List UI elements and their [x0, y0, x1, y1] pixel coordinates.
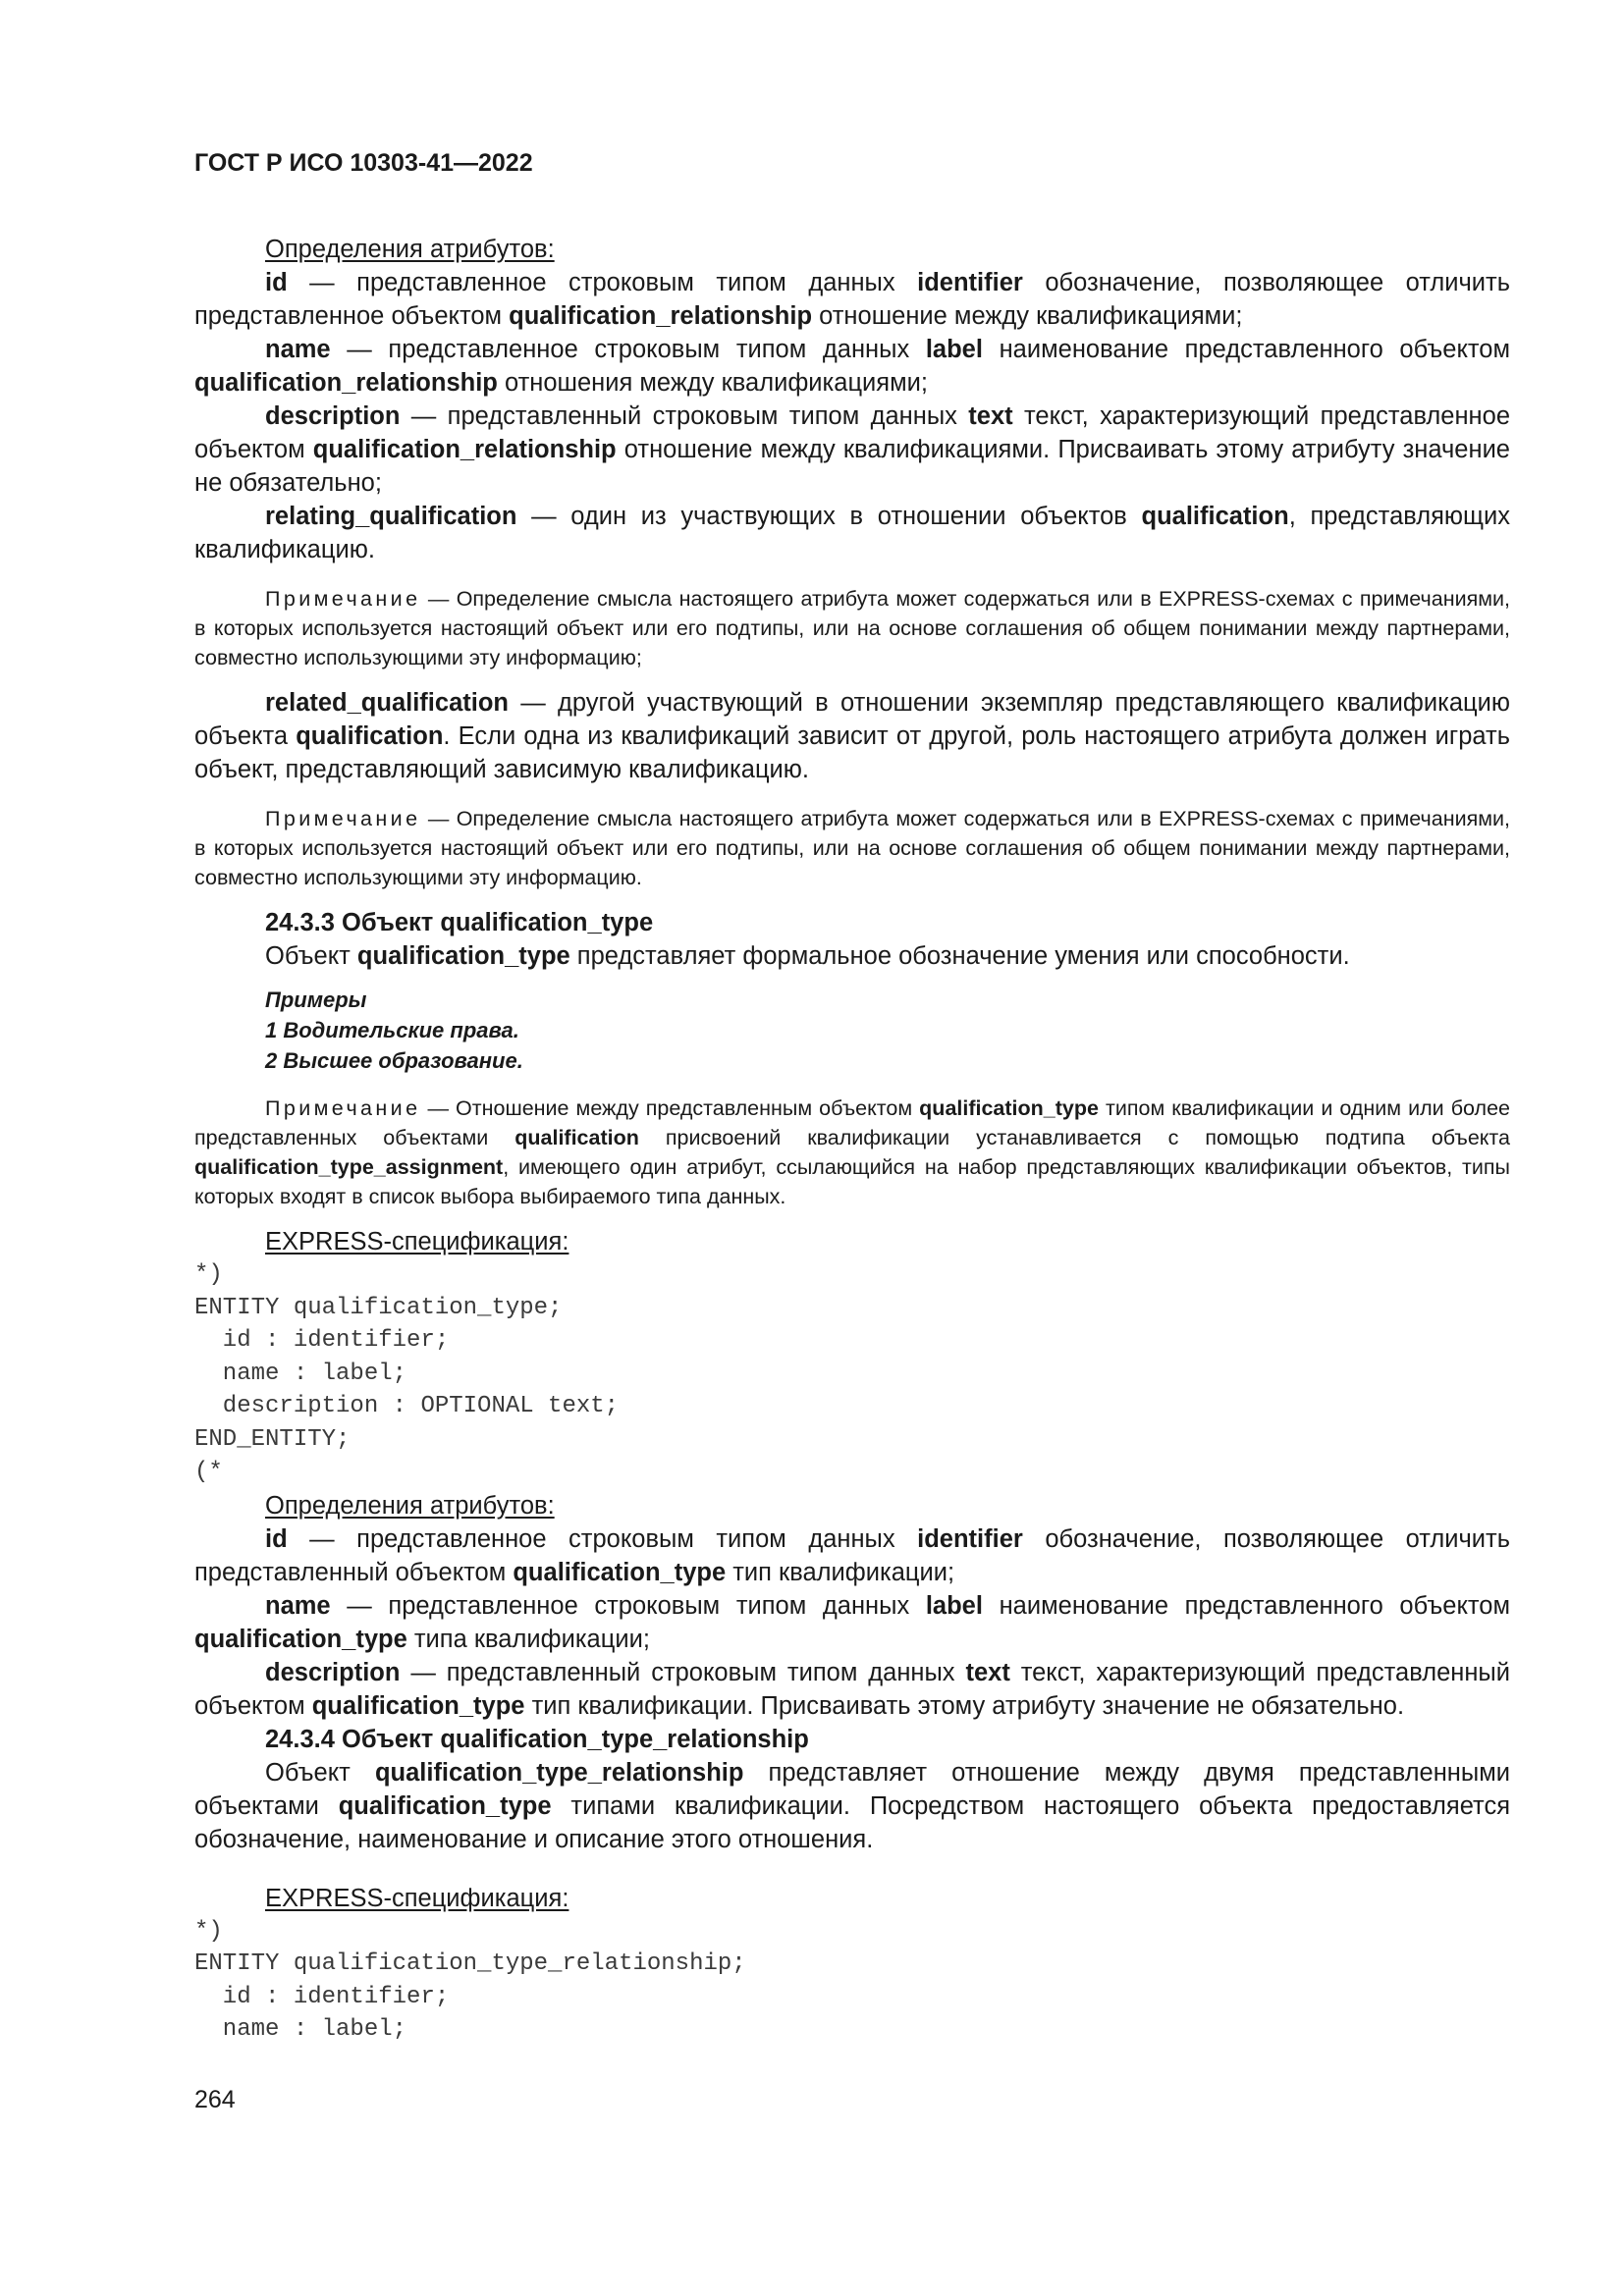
attributes-heading: Определения атрибутов:: [265, 1491, 555, 1520]
example-item: 2 Высшее образование.: [265, 1048, 523, 1073]
attr-related-qualification-definition: related_qualification — другой участвующий в отношении экземпляр представляющего квалификацию объекта qualification. Если одна из квалификаций зависит от другой, роль настоящего атрибута должен играть объект, представляющий зависимую квалификацию.: [194, 689, 1510, 783]
note: Примечание — Определение смысла настоящего атрибута может содержаться или в EXPRESS-схемах с примечаниями, в которых используется настоящий объект или его подтипы, или на основе соглашения об общем понимании между партнерами, совместно использующими эту информацию.: [194, 807, 1510, 889]
section-description: Объект qualification_type_relationship представляет отношение между двумя представленными объектами qualification_type типами квалификации. Посредством настоящего объекта предоставляется обозначение, наименование и описание этого отношения.: [194, 1758, 1511, 1853]
express-code-block: *) ENTITY qualification_type_relationship; id : identifier; name : label;: [194, 1917, 746, 2043]
attr-name-definition: name — представленное строковым типом данных label наименование представленного объектом qualification_type типа квалификации;: [194, 1591, 1511, 1653]
section-title-24-3-3: 24.3.3 Объект qualification_type: [265, 909, 654, 936]
note: Примечание — Определение смысла настоящего атрибута может содержаться или в EXPRESS-схемах с примечаниями, в которых используется настоящий объект или его подтипы, или на основе соглашения об общем понимании между партнерами, совместно использующими эту информацию;: [194, 587, 1510, 669]
express-heading: EXPRESS-спецификация:: [265, 1884, 569, 1912]
attr-id-definition: id — представленное строковым типом данных identifier обозначение, позволяющее отличить представленное объектом qualification_relationship отношение между квалификациями;: [194, 269, 1510, 330]
example-item: 1 Водительские права.: [265, 1018, 519, 1042]
express-heading: EXPRESS-спецификация:: [265, 1228, 569, 1255]
note: Примечание — Отношение между представленным объектом qualification_type типом квалификации и одним или более представленных объектами qualification присвоений квалификации устанавливается с помощью подтипа объекта qualification_type_assignment, имеющего один атрибут, ссылающийся на набор представляющих квалификации объектов, типы которых входят в список выбора выбираемого типа данных.: [194, 1096, 1510, 1208]
attr-id-definition: id — представленное строковым типом данных identifier обозначение, позволяющее отличить представленный объектом qualification_type тип квалификации;: [194, 1524, 1510, 1586]
attributes-heading: Определения атрибутов:: [265, 236, 555, 263]
page-number: 264: [194, 2086, 236, 2113]
document-page: [194, 147, 1510, 2047]
attr-relating-qualification-definition: relating_qualification — один из участвующих в отношении объектов qualification, представляющих квалификацию.: [194, 503, 1511, 563]
examples-title: Примеры: [265, 988, 367, 1012]
document-header: ГОСТ Р ИСО 10303-41—2022: [194, 149, 533, 177]
attr-description-definition: description — представленный строковым типом данных text текст, характеризующий представленное объектом qualification_relationship отношение между квалификациями. Присваивать этому атрибуту значение не обязательно;: [194, 402, 1511, 497]
attr-description-definition: description — представленный строковым типом данных text текст, характеризующий представленный объектом qualification_type тип квалификации. Присваивать этому атрибуту значение не обязательно.: [194, 1658, 1510, 1720]
section-title-24-3-4: 24.3.4 Объект qualification_type_relationship: [265, 1725, 809, 1753]
express-code-block: *) ENTITY qualification_type; id : identifier; name : label; description : OPTIONAL text; END_ENTITY; (*: [194, 1261, 620, 1485]
section-description: Объект qualification_type представляет формальное обозначение умения или способности.: [265, 942, 1350, 970]
attr-name-definition: name — представленное строковым типом данных label наименование представленного объектом qualification_relationship отношения между квалификациями;: [194, 336, 1511, 397]
